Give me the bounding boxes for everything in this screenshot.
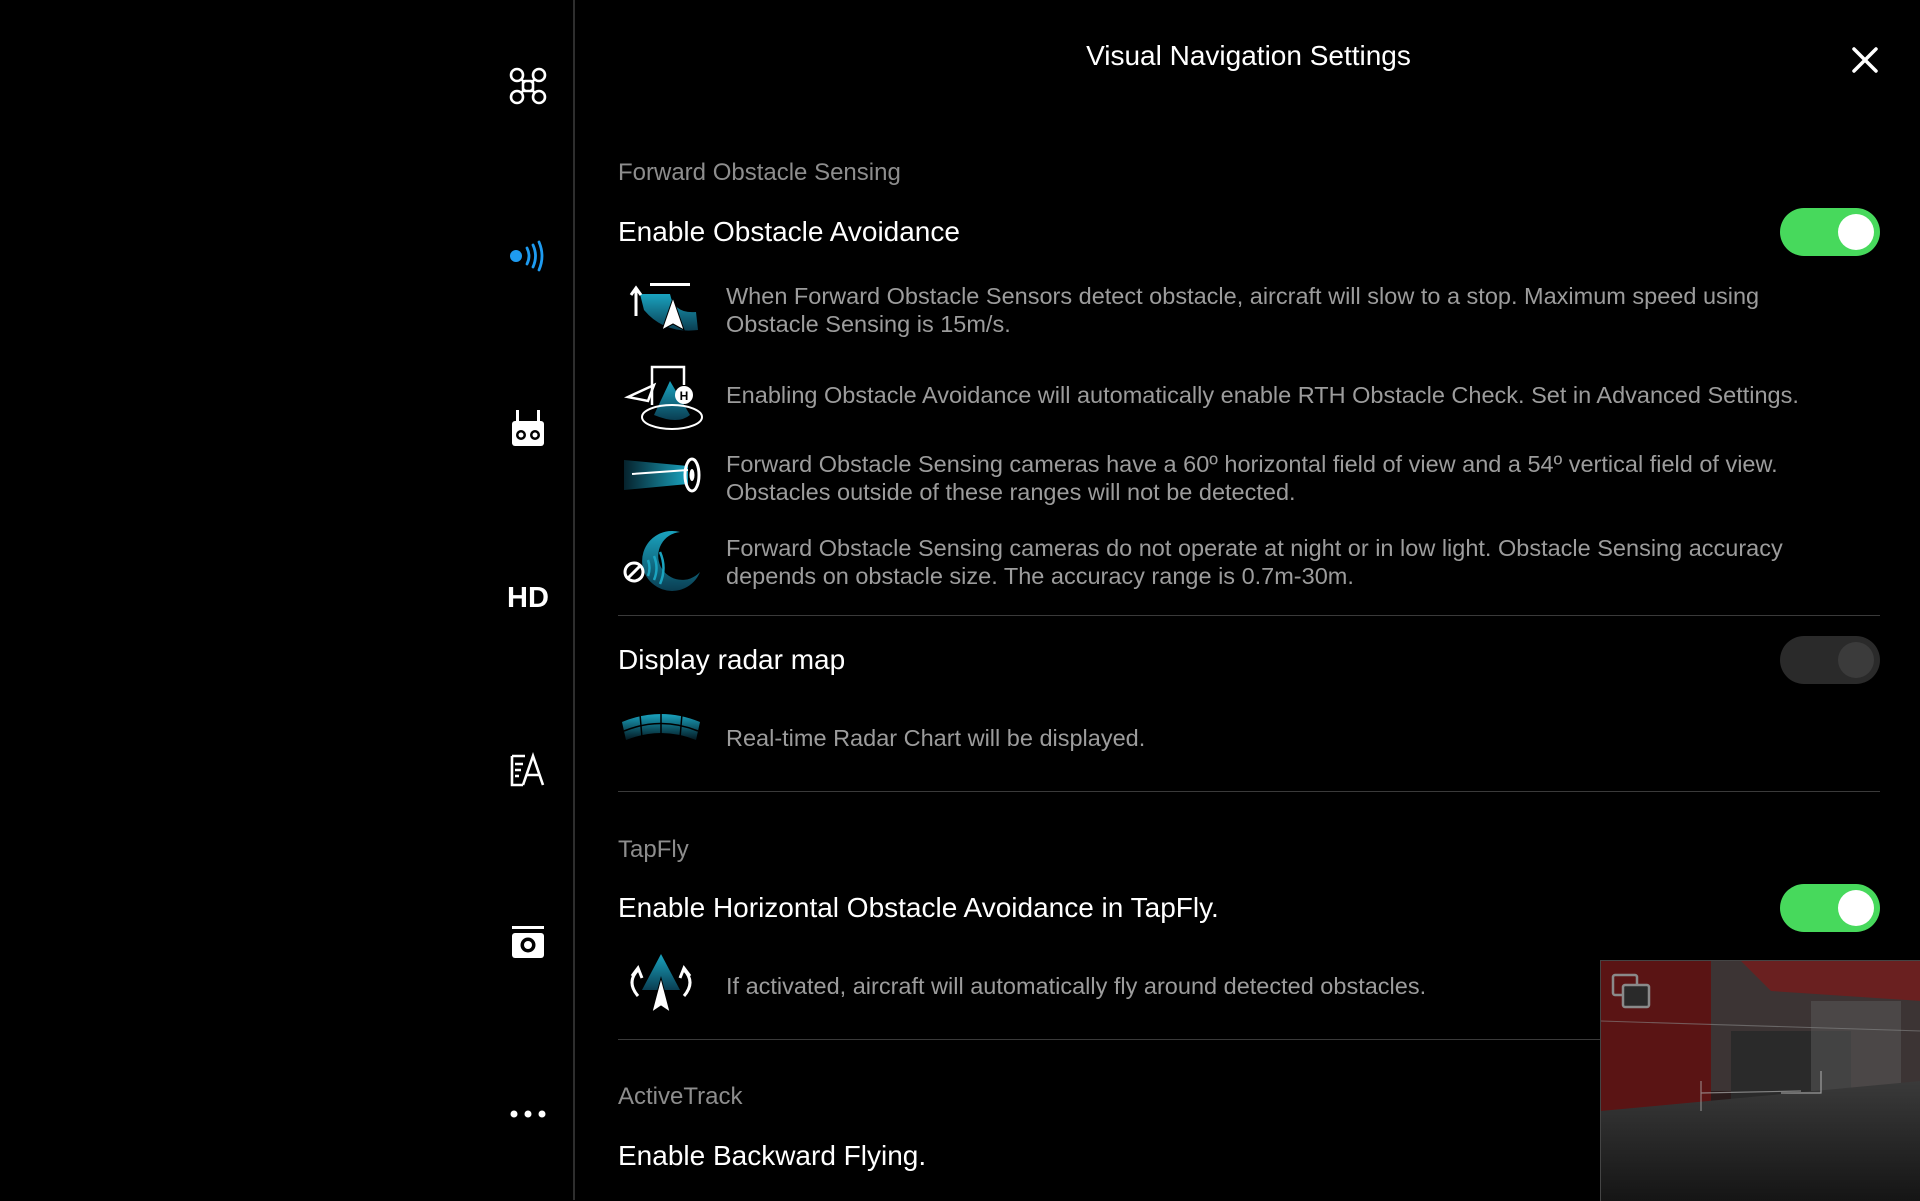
field-of-view-icon (618, 436, 704, 512)
divider (618, 615, 1880, 616)
slow-stop-icon (618, 270, 704, 346)
svg-text:H: H (679, 389, 689, 403)
obstacle-avoidance-label: Enable Obstacle Avoidance (618, 216, 960, 247)
more-icon[interactable] (500, 1086, 556, 1142)
tip-text: When Forward Obstacle Sensors detect obstacle, aircraft will slow to a stop. Maximum speed using Obstacle Sensing is 15m/s. (726, 283, 1760, 337)
tip-text: If activated, aircraft will automatically fly around detected obstacles. (726, 973, 1427, 999)
hd-transmission-icon[interactable] (500, 570, 556, 626)
camera-preview[interactable] (1600, 960, 1920, 1201)
aircraft-icon[interactable] (500, 58, 556, 114)
backward-flying-label: Enable Backward Flying. (618, 1140, 927, 1171)
remote-controller-icon[interactable] (500, 400, 556, 456)
hd-label: HD (507, 581, 549, 614)
radar-chart-icon (618, 698, 704, 774)
radar-map-label: Display radar map (618, 644, 846, 675)
battery-icon[interactable] (500, 742, 556, 798)
close-button[interactable] (1845, 40, 1885, 80)
tapfly-avoidance-label: Enable Horizontal Obstacle Avoidance in TapFly. (618, 892, 1219, 923)
settings-sidebar (0, 0, 575, 1200)
switch-view-icon (1609, 971, 1653, 1011)
divider (618, 791, 1880, 792)
tip-text: Enabling Obstacle Avoidance will automatically enable RTH Obstacle Check. Set in Advanced Settings. (726, 382, 1799, 408)
radar-map-toggle[interactable] (1780, 636, 1880, 684)
rth-check-icon (618, 355, 704, 431)
obstacle-avoidance-toggle[interactable] (1780, 208, 1880, 256)
page-title: Visual Navigation Settings (1086, 40, 1411, 71)
section-header-tapfly: TapFly (618, 836, 689, 863)
close-icon (1845, 40, 1885, 80)
fly-around-icon (618, 946, 704, 1022)
tip-text: Forward Obstacle Sensing cameras have a 60º horizontal field of view and a 54º vertical field of view. Obstacles outside of these ranges will not be detected. (726, 451, 1778, 505)
tapfly-avoidance-toggle[interactable] (1780, 884, 1880, 932)
tip-text: Forward Obstacle Sensing cameras do not operate at night or in low light. Obstacle Sensing accuracy depends on obstacle size. The accuracy range is 0.7m-30m. (726, 535, 1783, 589)
switch-view-button[interactable] (1609, 971, 1653, 1011)
section-header-activetrack: ActiveTrack (618, 1083, 743, 1110)
section-header-forward: Forward Obstacle Sensing (618, 159, 901, 186)
low-light-icon (618, 520, 704, 596)
tip-text: Real-time Radar Chart will be displayed. (726, 725, 1146, 751)
obstacle-sensing-icon[interactable] (500, 228, 556, 284)
camera-icon[interactable] (500, 914, 556, 970)
